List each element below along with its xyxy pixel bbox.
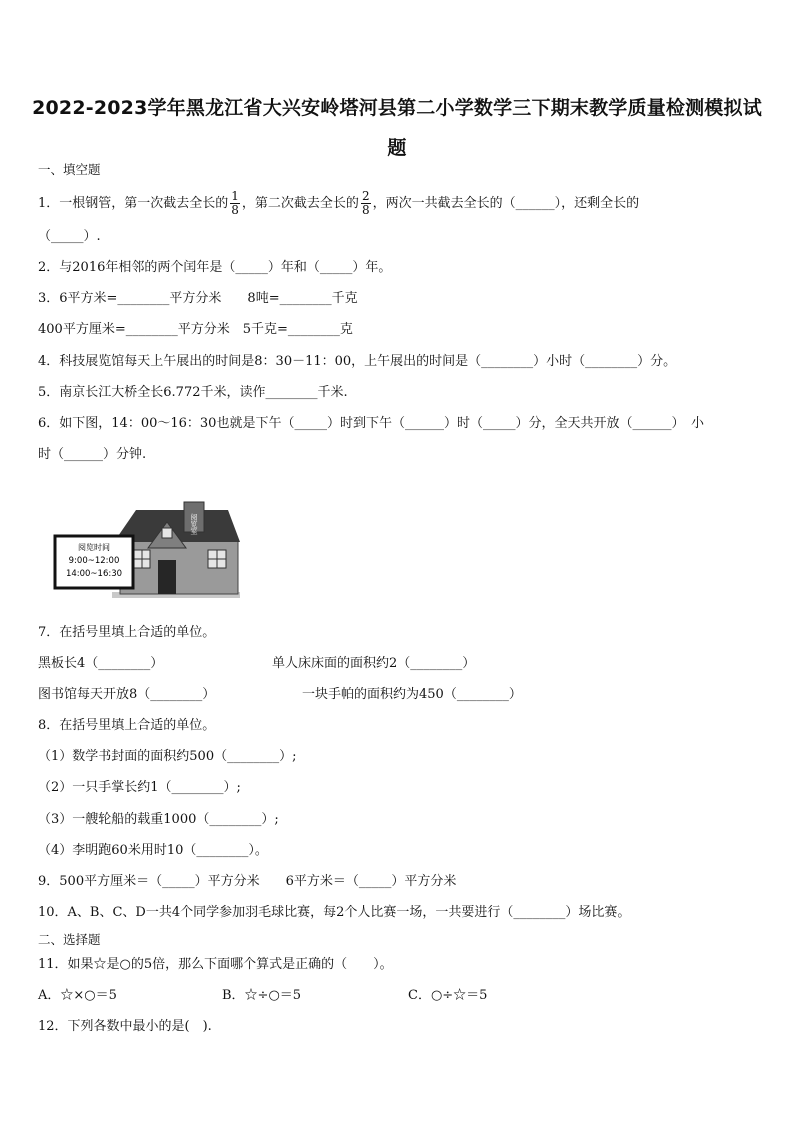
title-line-1: 2022-2023学年黑龙江省大兴安岭塔河县第二小学数学三下期末教学质量检测模拟试 [32,97,762,119]
option-a: A．☆×○＝5 [38,988,117,1003]
hours-afternoon: 14:00~16:30 [65,569,123,579]
house-sign-text: 阅览室 [190,513,198,535]
question-8-3: （3）一艘轮船的载重1000（________）; [38,812,279,827]
title-line-2: 题 [387,137,407,159]
question-7-title: 7．在括号里填上合适的单位。 [38,625,216,640]
q1-text-b: ，第二次截去全长的 [241,196,359,211]
fraction-numerator: 2 [361,189,370,203]
question-8-1: （1）数学书封面的面积约500（________）; [38,749,297,764]
fraction-denominator: 8 [231,203,239,217]
question-3-line-1: 3．6平方米=________平方分米 8吨=________千克 [38,291,358,306]
hours-board-title: 阅览时间 [78,543,110,552]
fraction-denominator: 8 [361,203,370,217]
question-1 [38,190,639,217]
question-10: 10．A、B、C、D一共4个同学参加羽毛球比赛，每2个人比赛一场，一共要进行（________）场比赛。 [38,905,631,920]
question-6-line-2: 时（______）分钟. [38,447,147,462]
question-8-4: （4）李明跑60米用时10（________）。 [38,843,268,858]
q1-text-c: ，两次一共截去全长的（______），还剩全长的 [372,196,640,211]
question-8-title: 8．在括号里填上合适的单位。 [38,718,216,733]
section-multiple-choice: 二、选择题 [38,932,101,947]
question-4: 4．科技展览馆每天上午展出的时间是8：30－11：00，上午展出的时间是（________）小时（________）分。 [38,354,677,369]
page-title [30,88,764,168]
question-7-d: 一块手帕的面积约为450（________） [302,687,522,702]
option-b: B．☆÷○＝5 [222,988,302,1003]
question-5: 5．南京长江大桥全长6.772千米，读作________千米. [38,385,348,400]
reading-room-illustration [52,500,242,600]
section-fill-blank: 一、填空题 [38,162,101,177]
question-9: 9．500平方厘米＝（_____）平方分米 6平方米＝（_____）平方分米 [38,874,457,889]
question-12: 12．下列各数中最小的是( ). [38,1019,212,1034]
option-c: C．○÷☆＝5 [408,988,488,1003]
fraction-2-8 [361,190,371,217]
q1-text-a: 1．一根钢管，第一次截去全长的 [38,196,229,211]
question-7-a: 黑板长4（________） [38,656,164,671]
question-2: 2．与2016年相邻的两个闰年是（_____）年和（_____）年。 [38,260,392,275]
fraction-1-8 [230,190,240,217]
question-1-continued: （_____）. [38,229,101,244]
question-8-2: （2）一只手掌长约1（________）; [38,780,241,795]
question-7-c: 图书馆每天开放8（________） [38,687,216,702]
question-7-b: 单人床床面的面积约2（________） [272,656,476,671]
fraction-numerator: 1 [231,189,239,203]
question-11: 11．如果☆是○的5倍，那么下面哪个算式是正确的（ ）。 [38,957,393,972]
hours-morning: 9:00~12:00 [68,556,120,566]
question-6-line-1: 6．如下图，14：00～16：30也就是下午（_____）时到下午（______）时（_____）分，全天共开放（______） 小 [38,416,704,431]
question-3-line-2: 400平方厘米=________平方分米 5千克=________克 [38,322,353,337]
